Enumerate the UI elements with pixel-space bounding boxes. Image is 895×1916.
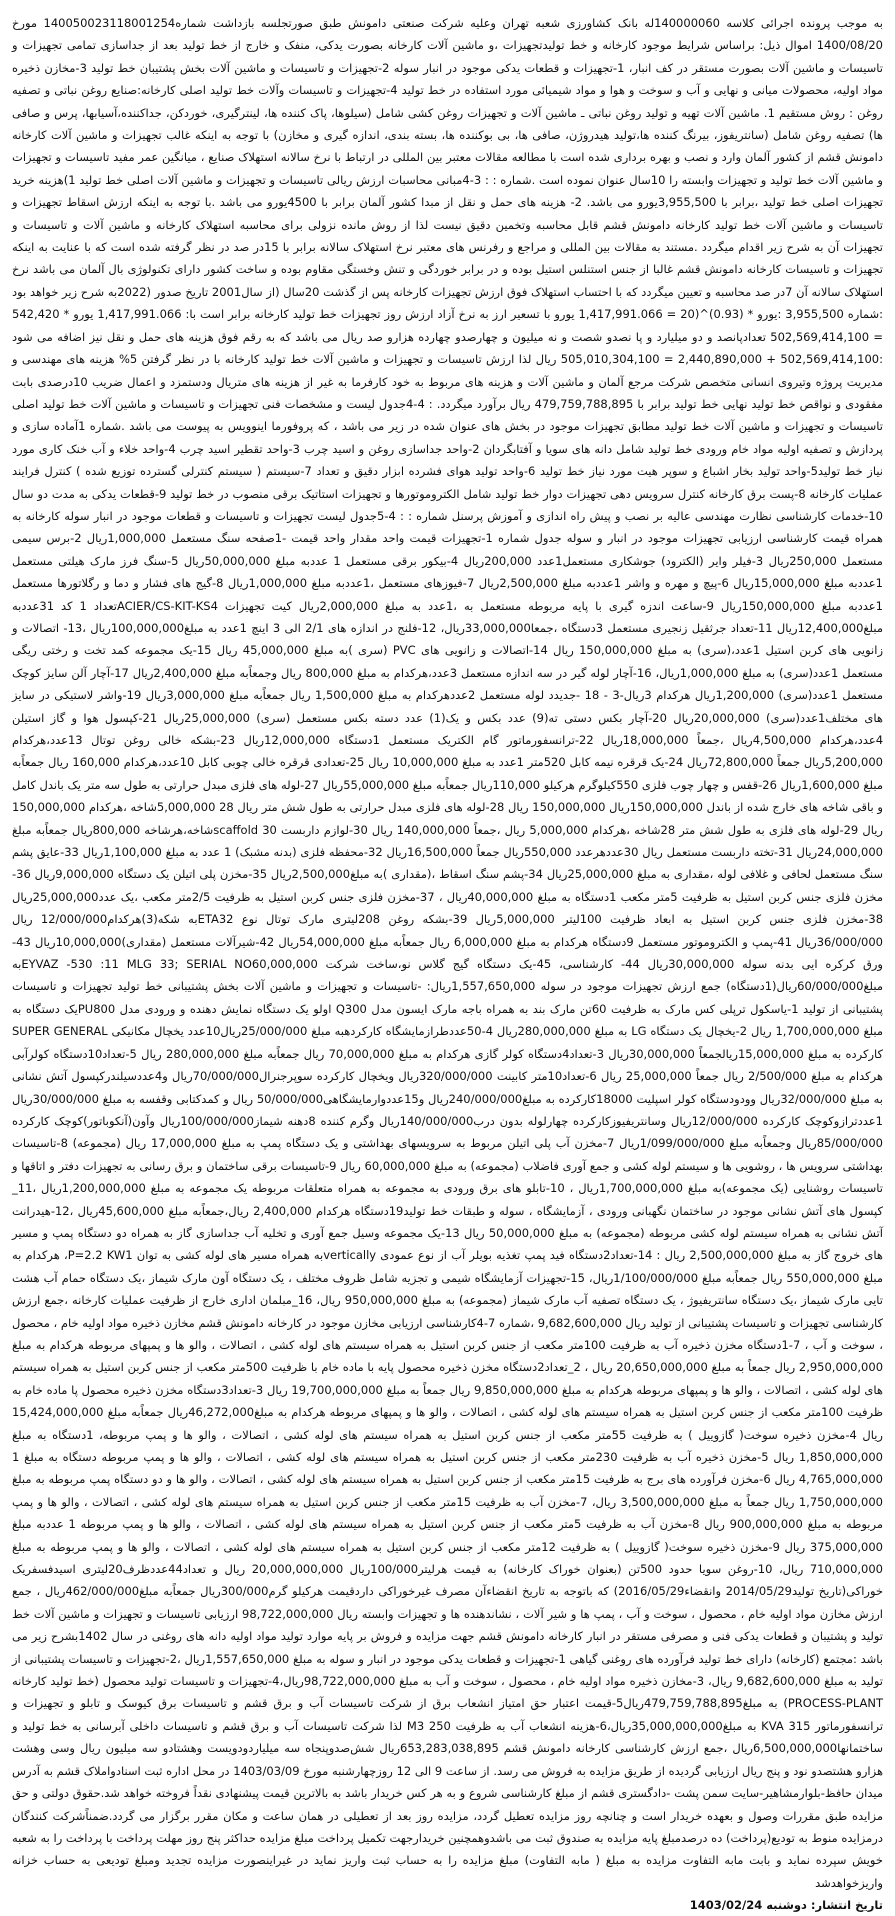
auction-notice-page bbox=[12, 12, 884, 1913]
publication-date: تاریخ انتشار: دوشنبه 1403/02/24 bbox=[689, 1898, 883, 1913]
auction-notice-body: به موجب پرونده اجرائی کلاسه 140000060له بانک کشاورزی شعبه تهران وعلیه شرکت صنعتی دامونش طبق صورتجلسه بازداشت شماره14005002311800125‌4 مورخ 1400/08/20 اموال ذیل: براساس شرایط موجود کارخانه و خط تولیدتجهیزات ،و ماشین آلات کارخانه بصورت یدکی، منفک و خارج از خط تولید بعد از جداسازی تمامی تجهیزات و تاسیسات و ماشین آلات بصورت مستقر در کف انبار، 1-تجهیزات و قطعات یدکی موجود در انبار سوله 2-تجهیزات و تاسیسات و ماشین آلات بخش پشتیبان خط تولید 3-مخازن ذخیره مواد اولیه، محصولات میانی و نهایی و آب و سوخت و هوا و مواد شیمیائی مورد استفاده در خط تولید 4-تجهیزات و تاسیسات وآلات خط تولید اصلی کارخانه:صنایع روغن نباتی و تصفیه روغن : روش مستقیم 1. ماشین آلات تهیه و تولید روغن نباتی ـ ماشین آلات و تجهیزات روغن کشی شامل (سیلوها، پاک کننده ها، لینترگیری، خوردکن، جداکننده،آسیابها، پرس و صافی ها) تصفیه روغن شامل (سانتریفوز، بیرنگ کننده ها،تولید هیدروژن، صافی ها، بی بوکننده ها، بسته بندی، اندازه گیری و مخازن) با توجه به اینکه غالب تجهیزات و ماشین آلات کارخانه دامونش قشم از کشور آلمان وارد و نصب و بهره برداری شده است با مطالعه مقالات معتبر بین المللی در ارتباط با نرخ سالانه استهلاک صنایع ، میانگین عمر مفید تاسیسات و تجهیزات و ماشین آلات خط تولید و تجهیزات وابسته را 10سال عنوان نموده است .شماره : : 3-4مبانی محاسبات ارزش ریالی تاسیسات و تجهیزات و ماشین آلات اصلی خط تولید 1)هزینه خرید تجهیزات اصلی خط تولید ،برابر با 3,955,500یورو می باشد. 2- هزینه های حمل و نقل از مبدا کشور آلمان برابر با 4500یورو می باشد .با توجه به اینکه ارزش اسقاط تجهیزات و تاسیسات و ماشین آلات خط تولید کارخانه دامونش قشم قابل محاسبه وتخمین دقیق نیست لذا از روش مانده نزولی برای محاسبه استهلاک کارخانه و ماشین آلات و تاسیسات و تجهیزات آن به شرح زیر اقدام میگردد .مستند به مقالات بین المللی و مراجع و رفرنس های معتبر نرخ استهلاک سالانه برابر با 15در صد در نظر گرفته شده است که با عنایت به اینکه تجهیزات و تاسیسات کارخانه دامونش قشم غالبا از جنس استنلس استیل بوده و در برابر خوردگی و تنش وخستگی مقاوم بوده و ساخت کشور دارای تکنولوژی بال آلمان می باشد نرخ استهلاک سالانه آن 7در صد محاسبه و تعیین میگردد که با احتساب استهلاک فوق ارزش تجهیزات کارخانه پس از گذشت 20سال (از سال2001 تاریخ صدور (2022به شرح زیر خواهد بود :شماره 3,955,500 :یورو * (0.93)^(20 = 1,417,991.066 یورو با تسعیر ارز به نرخ آزاد ارزش روز تجهیزات خط تولید کارخانه برابر است با: 1,417,991.066 یورو * 542,420 = 502,569,414,100 تعدادپانصد و دو میلیارد و پا نصدو شصت و نه میلیون و چهارصدو چهارده هزارو صد ریال می باشد که به رقم فوق هزینه های حمل و نقل نیز اضافه می شود :502,569,414,100 + 2,440,890,000 = 505,010,304,100 ریال لذا ارزش تاسیسات و تجهیزات و ماشین آلات خط تولید کارخانه با در نظر گرفتن 5% هزینه های مهندسی و مدیریت پروژه وتیروی انسانی متخصص شرکت مرجع آلمان و ماشین آلات و هزینه های مربوط به خود کارفرما به غیر از هزینه های متریال ودستمزد و اعمال ضریب 10درصدی بابت مفقودی و نواقص خط تولید نهایی خط تولید برابر با 479,759,788,895 ریال برآورد میگردد. : 4-4جدول لیست و مشخصات فنی تجهیزات و تاسیسات و ماشین آلات خط تولید اصلی تاسیسات و تجهیزات و ماشین آلات خط تولید مطابق تجهیزات موجود در بخش های عنوان شده در زیر می باشد ، که پروفورما اینوویس به پیوست می باشد .شماره 1آماده سازی و پردازش و تصفیه اولیه مواد خام ورودی خط تولید شامل دانه های سویا و آفتابگردان 2-واحد جداسازی روغن و اسید چرب 3-واحد تقطیر اسید چرب 4-واحد خلاء و آب خنک کاری مورد نیاز خط تولید5-واحد تولید بخار اشباع و سوپر هیت مورد نیاز خط تولید 6-واحد تولید هوای فشرده ابزار دقیق و تعداد 7-سیستم ( سیستم کنترلی گسترده توزیع شده ) کنترل فرایند عملیات کارخانه 8-پست برق کارخانه کنترل سرویس دهی تجهیزات دوار خط تولید شامل الکتروموتورها و تجهیزات استاتیک برقی منصوب در خط تولید 9-قطعات یدکی به مدت دو سال 10-خدمات کارشناسی نظارت مهندسی عالیه بر نصب و پیش راه اندازی و آموزش پرسنل شماره : : 4-5جدول لیست تجهیزات و تاسیسات و قطعات موجود در انبار سوله کارخانه به همراه قیمت کارشناسی ارزیابی تجهیزات موجود در انبار و سوله جدول شماره 1-تجهیزات قیمت واحد مقدار واحد قیمت -1صفحه سنگ مستعمل 1,000,000ریال 2-برس سیمی مستعمل 250,000ریال 3-فیلر وایر (الکترود) جوشکاری مستعمل1عدد 200,000ریال 4-بیکور برقی مستعمل 1 عددبه مبلغ 50,000,000ریال 5-سنگ فرز مارک هیلتی مستعمل 1عددبه مبلغ 15,000,000ریال 6-پیچ و مهره و واشر 1عددبه مبلغ 2,500,000ریال 7-فیوزهای مستعمل ،1عددبه مبلغ 1,000,000ریال 8-گیج های فشار و دما و رگلاتورها مستعمل 1عددبه مبلغ 150,000,000ریال 9-ساعت اندزه گیری با پایه مربوطه مستعمل به ،1عدد به مبلغ 2,000,000ریال کیت تجهیزات ACIER/CS-KIT-KS4تعداد 1 کد 31عددبه مبلغ12,400,000ریال 11-تعداد جرثقیل زنجیری مستعمل 3دستگاه ،جمعا33,000,000ریال، 12-فلنج در اندازه های 2/1 الی 3 اینچ 1عدد به مبلغ100,000,000ریال ،13- اتصالات و زانویی های کربن استیل 1عدد،(سری) به مبلغ 150,000,000 ریال 14-اتصالات و زانویی های PVC (سری )به مبلغ 45,000,000 ریال 15-یک مجموعه کمد تخت و رختی ریگی مستعمل 1عدد(سری) به مبلغ 1,000,000ریال، 16-آچار لوله گیر در سه اندازه مستعمل 3عدد،هرکدام به مبلغ 800,000 ریال وجمعاًبه مبلغ 2,400,000ریال 17-آچار آلن سایز کوچک مستعمل 1عدد(سری) 1,200,000ریال هرکدام 3ریال-3 - 18 -جدیدد لوله مستعمل 2عددهرکدام به مبلغ 1,500,000 ریال جمعاًبه مبلغ 3,000,000ریال 19-واشر لاستیکی در سایز های مختلف1عدد(سری) 20,000,000ریال 20-آچار بکس دستی ته(9) عدد بکس و یک(1) عدد دسته بکس مستعمل (سری) 25,000,000ریال 21-کپسول هوا و گاز استیلن 4عدد،هرکدام 4,500,000ریال ،جمعاً 18,000,000ریال 22-ترانسفورماتور گام الکتریک مستعمل 1دستگاه 12,000,000ریال 23-بشکه خالی روغن توتال 13عدد،هرکدام 5,200,000ریال جمعاً 72,800,000ریال 24-یک قرقره نیمه کابل 520متر 1عدد به مبلغ 10,000,000 ریال 25-تعدادی قرقره خالی چوبی کابل 10عدد،هرکدام 160,000 ریال جمعاًبه مبلغ 1,600,000ریال 26-قفس و چهار چوب فلزی 550کیلوگرم هرکیلو 110,000ریال جمعاًبه مبلغ 55,000,000ریال 27-لوله های فلزی مبدل حرارتی به طول سه متر یک باندل کامل و باقی شاخه های خارج شده از باندل 150,000,000ریال 150,000,000 ریال 28-لوله های فلزی مبدل حرارتی به طول شش متر ریال 28 5,000,000شاخه ،هرکدام 150,000,000 ریال 29-لوله های فلزی به طول شش متر 28شاخه ،هرکدام 5,000,000 ریال ،جمعاً 140,000,000 ریال 30-لوازم داربست scaffold 30شاخه،هرشاخه 800,000ریال جمعاًبه مبلغ 24,000,000ریال 31-تخته داربست مستعمل ریال 30عددهرعدد 550,000ریال جمعاً 16,500,000ریال 32-محفظه فلزی (بدنه مشبک) 1 عدد به مبلغ 1,100,000ریال 33-عایق پشم سنگ مستعمل لحافی و غلافی لوله ،مقداری به مبلغ 25,000,000ریال 34-پشم سنگ اسقاط ،(مقداری )به مبلغ2,500,000ریال 35-مخزن پلی اتیلن یک دستگاه 9,000,000ریال 36-مخزن فلزی جنس کربن استیل به ظرفیت 5متر مکعب 1دستگاه به مبلغ 40,000,000ریال ، 37-مخزن فلزی جنس کربن استیل به ظرفیت 2/5متر مکعب ،یک عدد25,000,000ریال 38-مخزن فلزی جنس کربن استیل به ابعاد ظرفیت 100لیتر 5,000,000ریال 39-بشکه روغن 208لیتری مارک توتال نوع ETA32به شکه(3)هرکدام12/000/000 ریال 36/000/000ریال 41-پمپ و الکتروموتور مستعمل 9دستگاه هرکدام به مبلغ 6,000,000 ریال جمعاًبه مبلغ 54,000,000ریال 42-شیرآلات مستعمل (مقداری)10,000,000ریال 43-ورق کرکره ایی بدنه سوله 30,000,000ریال 44- کارشناسی، 45-یک دستگاه گیج گلاس نو،ساخت شرکت EYVAZ -530 :11 MLG 33; SERIAL NO60,000,000به مبلغ60/000/000ریال(1دستگاه) جمع ارزش تجهیزات موجود در سوله 1,557,650,000ریال: -تاسیسات و تجهیزات و ماشین آلات بخش پشتیبانی خط تولید تجهیزات و تاسیسات پشتیبانی از تولید 1-یاسکول ترپلی کس مارک به ظرفیت 60تن مارک بند به همراه باجه مارک ایسون مدل Q300 اولو یک دستگاه نمایش دهنده و ورودی مدل PU800یک دستگاه به مبلغ 1,700,000,000 ریال 2-یخچال یک دستگاه LG به مبلغ 280,000,000ریال 4-50عددطرازمایشگاه کارکردهبه مبلغ 25/000/000ریال10عدد یخچال مکانیکی SUPER GENERAL کارکرده به مبلغ 15,000,000ریالجمعاً 30,000,000ریال 3-تعداد4دستگاه کولر گازی هرکدام به مبلغ 70,000,000 ریال جمعاًبه مبلغ 280,000,000 ریال 5-تعداد10دستگاه کولرآبی هرکدام به مبلغ 2/500/000 ریال جمعاً 25,000,000 ریال 6-تعداد10متر کابینت 320/000/000ریال ویخچال کارکرده سوپرجنرال70/000/000ریال و4عددسیلندرکپسول آتش نشانی به مبلغ 32/000/000ریال وودودستگاه کولر اسپلیت 18000کارکرده به مبلغ240/000/000ریال و15عددوارمایشگاهی50/000/000 ریال و کمدکتابی وقفسه به مبلغ 30/000/000ریال 1عددترازوکوچک کارکرده 12/000/000ریال وسانتریفیوزکارکرده چهارلوله بدون درب140/000/000ریال وگرم کننده 8دهنه شیماز100/000/000ریال وآون(آنکوباتور)کوچک کارکرده 85/000/000ریال وجمعاًبه مبلغ 1/099/000/000ریال 7-مخزن آب پلی اتیلن مربوط به سرویسهای بهداشتی و یک دستگاه پمپ به مبلغ 17,000,000 ریال (مجموعه) 8-تاسیسات بهداشتی سرویس ها ، روشویی ها و سیستم لوله کشی و جمع آوری فاضلاب (مجموعه) به مبلغ 60,000,000 ریال 9-تاسیسات برقی ساختمان و برق رسانی به تجهیزات دفتر و اتاقها و تاسیسات روشنایی (یک مجموعه)به مبلغ 1,700,000,000ریال ، 10-تابلو های برق ورودی به مجموعه به همراه متعلقات مربوطه یک مجموعه به مبلغ 1,200,000,000ریال ،11_ کپسول های آتش نشانی موجود در ساختمان نگهبانی ورودی ، آزمایشگاه ، سوله و طبقات خط تولید19دستگاه هرکدام 2,400,000 ریال،جمعاًبه مبلغ 45,600,000ریال ،12-هیدرانت آتش نشانی به همراه سیستم لوله کشی مربوطه (مجموعه) به مبلغ 50,000,000 ریال 13-یک مجموعه وسیل جمع آوری و تخلیه آب جداسازی گاز به همراه دو دستگاه پمپ و مسیر های خروج گاز به مبلغ 2,500,000,000 ریال : 14-تعداد2دستگاه فید پمپ تغذیه بویلر آب از نوع عمودی verticallyبه همراه مسیر های لوله کشی به توان P=2.2 KW1، هرکدام به مبلغ 550,000,000 ریال جمعاًبه مبلغ 1/100/000/000ریال، 15-تجهیزات آزمایشگاه شیمی و تجزیه شامل ظروف مختلف ، یک دستگاه آون مارک شیماز ،یک دستگاه حمام آب هشت تایی مارک شیماز ،یک دستگاه سانتریفیوژ ، یک دستگاه تصفیه آب مارک شیماز (مجموعه) به مبلغ 950,000,000 ریال، 16_مبلمان اداری خارج از ظرفیت عملیات کارخانه ،جمع ارزش کارشناسی تجهیزات و تاسیسات پشتیبانی از تولید ریال 9,682,600,000 ،شماره 7-4کارشناسی ارزیابی مخازن موجود در کارخانه دامونش قشم مخازن ذخیره مواد اولیه خام ، محصول ، سوخت و آب ، 7-1دستگاه مخزن ذخیره آب به ظرفیت 100متر مکعب از جنس کربن استیل به همراه سیستم های لوله کشی ، اتصالات ، والو ها و پمپهای مربوطه هرکدام به مبلغ 2,950,000,000 ریال جمعاً به مبلغ 20,650,000,000 ریال ، 2_تعداد2دستگاه مخزن ذخیره محصول پایه با ماده خام با ظرفیت 500متر مکعب از جنس کربن استیل به همراه سیستم های لوله کشی ، اتصالات ، والو ها و پمپهای مربوطه هرکدام به مبلغ 9,850,000,000 ریال جمعاً به مبلغ 19,700,000,000 ریال 3-تعداد3دستگاه مخزن ذخیره محصول پا ماده خام به ظرفیت 100متر مکعب از جنس کربن استیل به همراه سیستم های لوله کشی ، اتصالات ، والو ها و پمپهای مربوطه هرکدام به مبلغ46,272,000ریال جمعاًبه مبلغ 15,424,000,000 ریال 4-مخزن ذخیره سوخت( گازوییل ) به ظرفیت 55متر مکعب از جنس کربن استیل به همراه سیستم های لوله کشی ، اتصالات ، والو ها و پمپ مربوطه، 1دستگاه به مبلغ 1,850,000,000 ریال 5-مخزن ذخیره آب به ظرفیت 230متر مکعب از جنس کربن استیل به همراه سیستم های لوله کشی ، اتصالات ، والو ها و پمپ مربوطه دستگاه به مبلغ 1 4,765,000,000 ریال 6-مخزن فرآورده های برج به ظرفیت 15متر مکعب از جنس کربن استیل به همراه سیستم های لوله کشی ، اتصالات ، والو ها و دو دستگاه پمپ مربوطه به مبلغ 1,750,000,000 ریال جمعاً به مبلغ 3,500,000,000 ریال، 7-مخزن آب به ظرفیت 15متر مکعب از جنس کربن استیل به همراه سیستم های لوله کشی ، اتصالات ، والو ها و پمپ مربوطه به مبلغ 900,000,000 ریال 8-مخزن آب به ظرفیت 5متر مکعب از جنس کربن استیل به همراه سیستم های لوله کشی ، اتصالات ، والو ها و پمپ مربوطه 1 عددبه مبلغ 375,000,000 ریال 9-مخزن ذخیره سوخت( گازوییل ) به ظرفیت 12متر مکعب از جنس کربن استیل به همراه سیستم های لوله کشی ، اتصالات ، والو ها و پمپ مربوطه به مبلغ 710,000,000 ریال، 10-روغن سویا حدود 500تن (بعنوان خوراک کارخانه) به قیمت هرلیتر100/000ریال 20,000,000,000 ریال و تعداد44عددظرف20لیتری اسیدفسفریک خوراکی(تاریخ تولید2014/05/29 وانقضاء2016/05/29) که باتوجه به تاریخ انقضاءآن مصرف غیرخوراکی داردقیمت هرکیلو گرم300/000ریال جمعاًبه مبلغ462/000/000ریال ، جمع ارزش مخازن مواد اولیه خام ، محصول ، سوخت و آب ، پمپ ها و شیر آلات ، نشاندهنده ها و تجهیزات وابسته ریال 98,722,000,000 ارزیابی تاسیسات و تجهیزات و ماشین آلات خط تولید و پشتیبان و قطعات یدکی فنی و مصرفی مستقر در انبار کارخانه دامونش قشم جهت مزایده و فروش بر پایه موارد تولید مواد اولیه دانه های روغنی در سال 1402بشرح زیر می باشد :مجتمع (کارخانه) دارای خط تولید فرآورده های روغنی گیاهی 1-تجهیزات و قطعات یدکی موجود در انبار و سوله به مبلغ 1,557,650,000ریال ،2-تجهیزات و تاسیسات پشتیبانی از تولید به مبلغ 9,682,600,000 ریال، 3-مخازن ذخیره مواد اولیه خام ، محصول ، سوخت و آب به مبلغ 98,722,000,000ریال،4-تجهیزات و تاسیسات تولید محصول (خط تولید کارخانه PROCESS-PLANT) به مبلغ479,759,788,895ریال5-قیمت اعتبار حق امتیاز انشعاب برق از شرکت تاسیسات آب و برق قشم و تاسیسات برق کیوسک و تابلو و تجهیزات و ترانسفورماتور 315 KVA به مبلغ35,000,000,000ریال،6-هزینه انشعاب آب به ظرفیت 250 M3 لذا شرکت تاسیسات آب و برق قشم و تاسیسات داخلی آبرسانی به خط تولید و ساختمانها6,500,000,000ریال ،جمع ارزش کارشناسی کارخانه دامونش قشم 653,283,038,895ریال شش‌صدوپنجاه سه میلیاردودویست وهشتادو سه میلیون ریال وسی وهشت هزارو هشتصدو نود و پنج ریال ارزیابی گردیده از طریق مزایده به فروش می رسد. از ساعت 9 الی 12 روزچهارشنبه مورخ 1403/03/09 در محل اداره ثبت اسنادواملاک قشم به آدرس میدان حافظ-بلوارمشاهیر-سایت سمن پشت -دادگستری قشم از مبلغ کارشناسی شروع و به هر کس خریدار باشد به بالاترین قیمت پیشنهادی نقداً فروخته خواهد شد.حقوق دولتی و حق مزایده طبق مقررات وصول و بعهده خریدار است و چنانچه روز مزایده تعطیل گردد، مزایده روز بعد از تعطیلی در همان ساعت و مکان مقرر برگزار می گردد.ضمناًشرکت کنندگان درمزایده منوط به تودیع(پرداخت) ده درصدمبلغ پایه مزایده به صندوق ثبت می باشدوهمچنین خریدارجهت تکمیل پرداخت مبلغ مزایده حداکثر پنج روز مهلت پرداخت با پرداخت را به شعبه خویش سپرده نماید و بابت مابه التفاوت مزایده به مبلغ ( مابه التفاوت) مبلغ مزایده را به حساب ثبت واریز نماید در غیراینصورت مزایده تجدید ومبلغ تودیعی به حساب خزانه واریزخواهدشد bbox=[12, 16, 884, 1890]
